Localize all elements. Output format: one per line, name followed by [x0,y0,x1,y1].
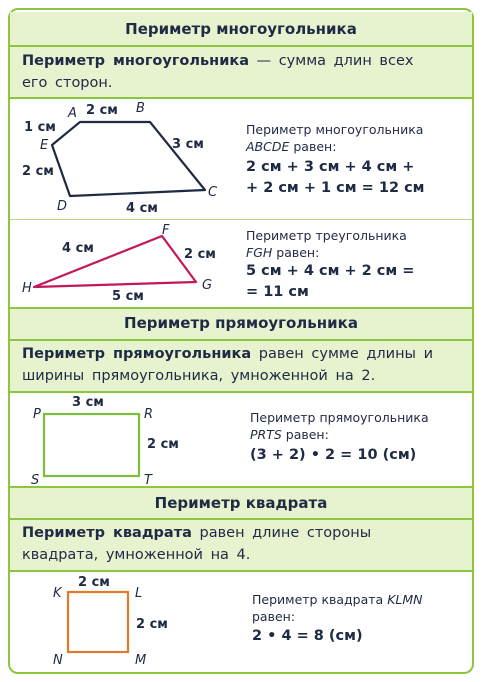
polygon-note-line1: Периметр многоугольника [246,122,424,137]
vertex-label-c: C [208,185,218,200]
rectangle-note-line1: Периметр прямоугольника [250,410,429,425]
rectangle-formula: (3 + 2) • 2 = 10 (см) [250,447,417,463]
rectangle-note-line2: PRTS равен: [250,427,329,442]
square-formula: 2 • 4 = 8 (см) [252,628,363,644]
square-definition-text: равен длине стороны квадрата, умноженной на 4. [22,525,372,563]
vertex-label-n: N [53,653,63,668]
side-label-ab: 2 см [86,103,118,118]
rectangle-prts [44,414,139,476]
triangle-fgh [34,236,196,287]
rectangle-definition-term: Периметр прямоугольника [22,346,252,362]
vertex-label-f: F [162,223,170,238]
square-definition-term: Периметр квадрата [22,525,192,541]
polygon-definition-text: — сумма длин всех его сторон. [22,53,414,91]
side-label-cd: 4 см [126,201,158,216]
vertex-label-a: A [68,106,77,121]
square-note-line1: Периметр квадрата KLMN [252,592,423,607]
rectangle-title: Периметр прямоугольника [124,314,358,332]
vertex-label-e: E [40,138,49,153]
vertex-label-r: R [144,407,154,422]
vertex-label-p: P [33,407,41,422]
side-label-pr: 3 см [72,395,104,410]
triangle-formula-line2: = 11 см [246,284,309,300]
polygon-note-line2: ABCDE равен: [246,139,337,154]
side-label-lm: 2 см [136,617,168,632]
square-name: KLMN [387,592,423,607]
side-label-bc: 3 см [172,137,204,152]
polygon-name: ABCDE [246,139,290,154]
square-title: Периметр квадрата [154,494,328,512]
vertex-label-b: B [136,101,145,116]
side-label-fg: 2 см [184,247,216,262]
vertex-label-l: L [135,586,143,601]
polygon-title: Периметр многоугольника [125,20,357,38]
vertex-label-k: K [53,586,62,601]
triangle-note-line1: Периметр треугольника [246,228,407,243]
square-klmn [68,592,128,652]
triangle-formula-line1: 5 см + 4 см + 2 см = [246,263,415,279]
triangle-note-line2: FGH равен: [246,245,320,260]
square-note-line2: равен: [252,609,296,624]
vertex-label-m: M [135,653,147,668]
polygon-formula-line1: 2 см + 3 см + 4 см + [246,159,415,175]
side-label-hf: 4 см [62,241,94,256]
side-label-kl: 2 см [78,575,110,590]
vertex-label-d: D [57,199,68,214]
vertex-label-g: G [202,278,213,293]
rectangle-definition-text: равен сумме длины и ширины прямоугольника, умноженной на 2. [22,346,434,384]
side-label-rt: 2 см [147,437,179,452]
polygon-formula-line2: + 2 см + 1 см = 12 см [246,180,425,196]
side-label-ea: 1 см [24,120,56,135]
vertex-label-h: H [22,281,32,296]
side-label-de: 2 см [22,164,54,179]
polygon-abcde [52,122,205,196]
vertex-label-t: T [144,473,152,488]
rectangle-name: PRTS [250,427,282,442]
vertex-label-s: S [31,473,40,488]
side-label-hg: 5 см [112,289,144,304]
triangle-name: FGH [246,245,273,260]
polygon-definition-term: Периметр многоугольника [22,53,249,69]
